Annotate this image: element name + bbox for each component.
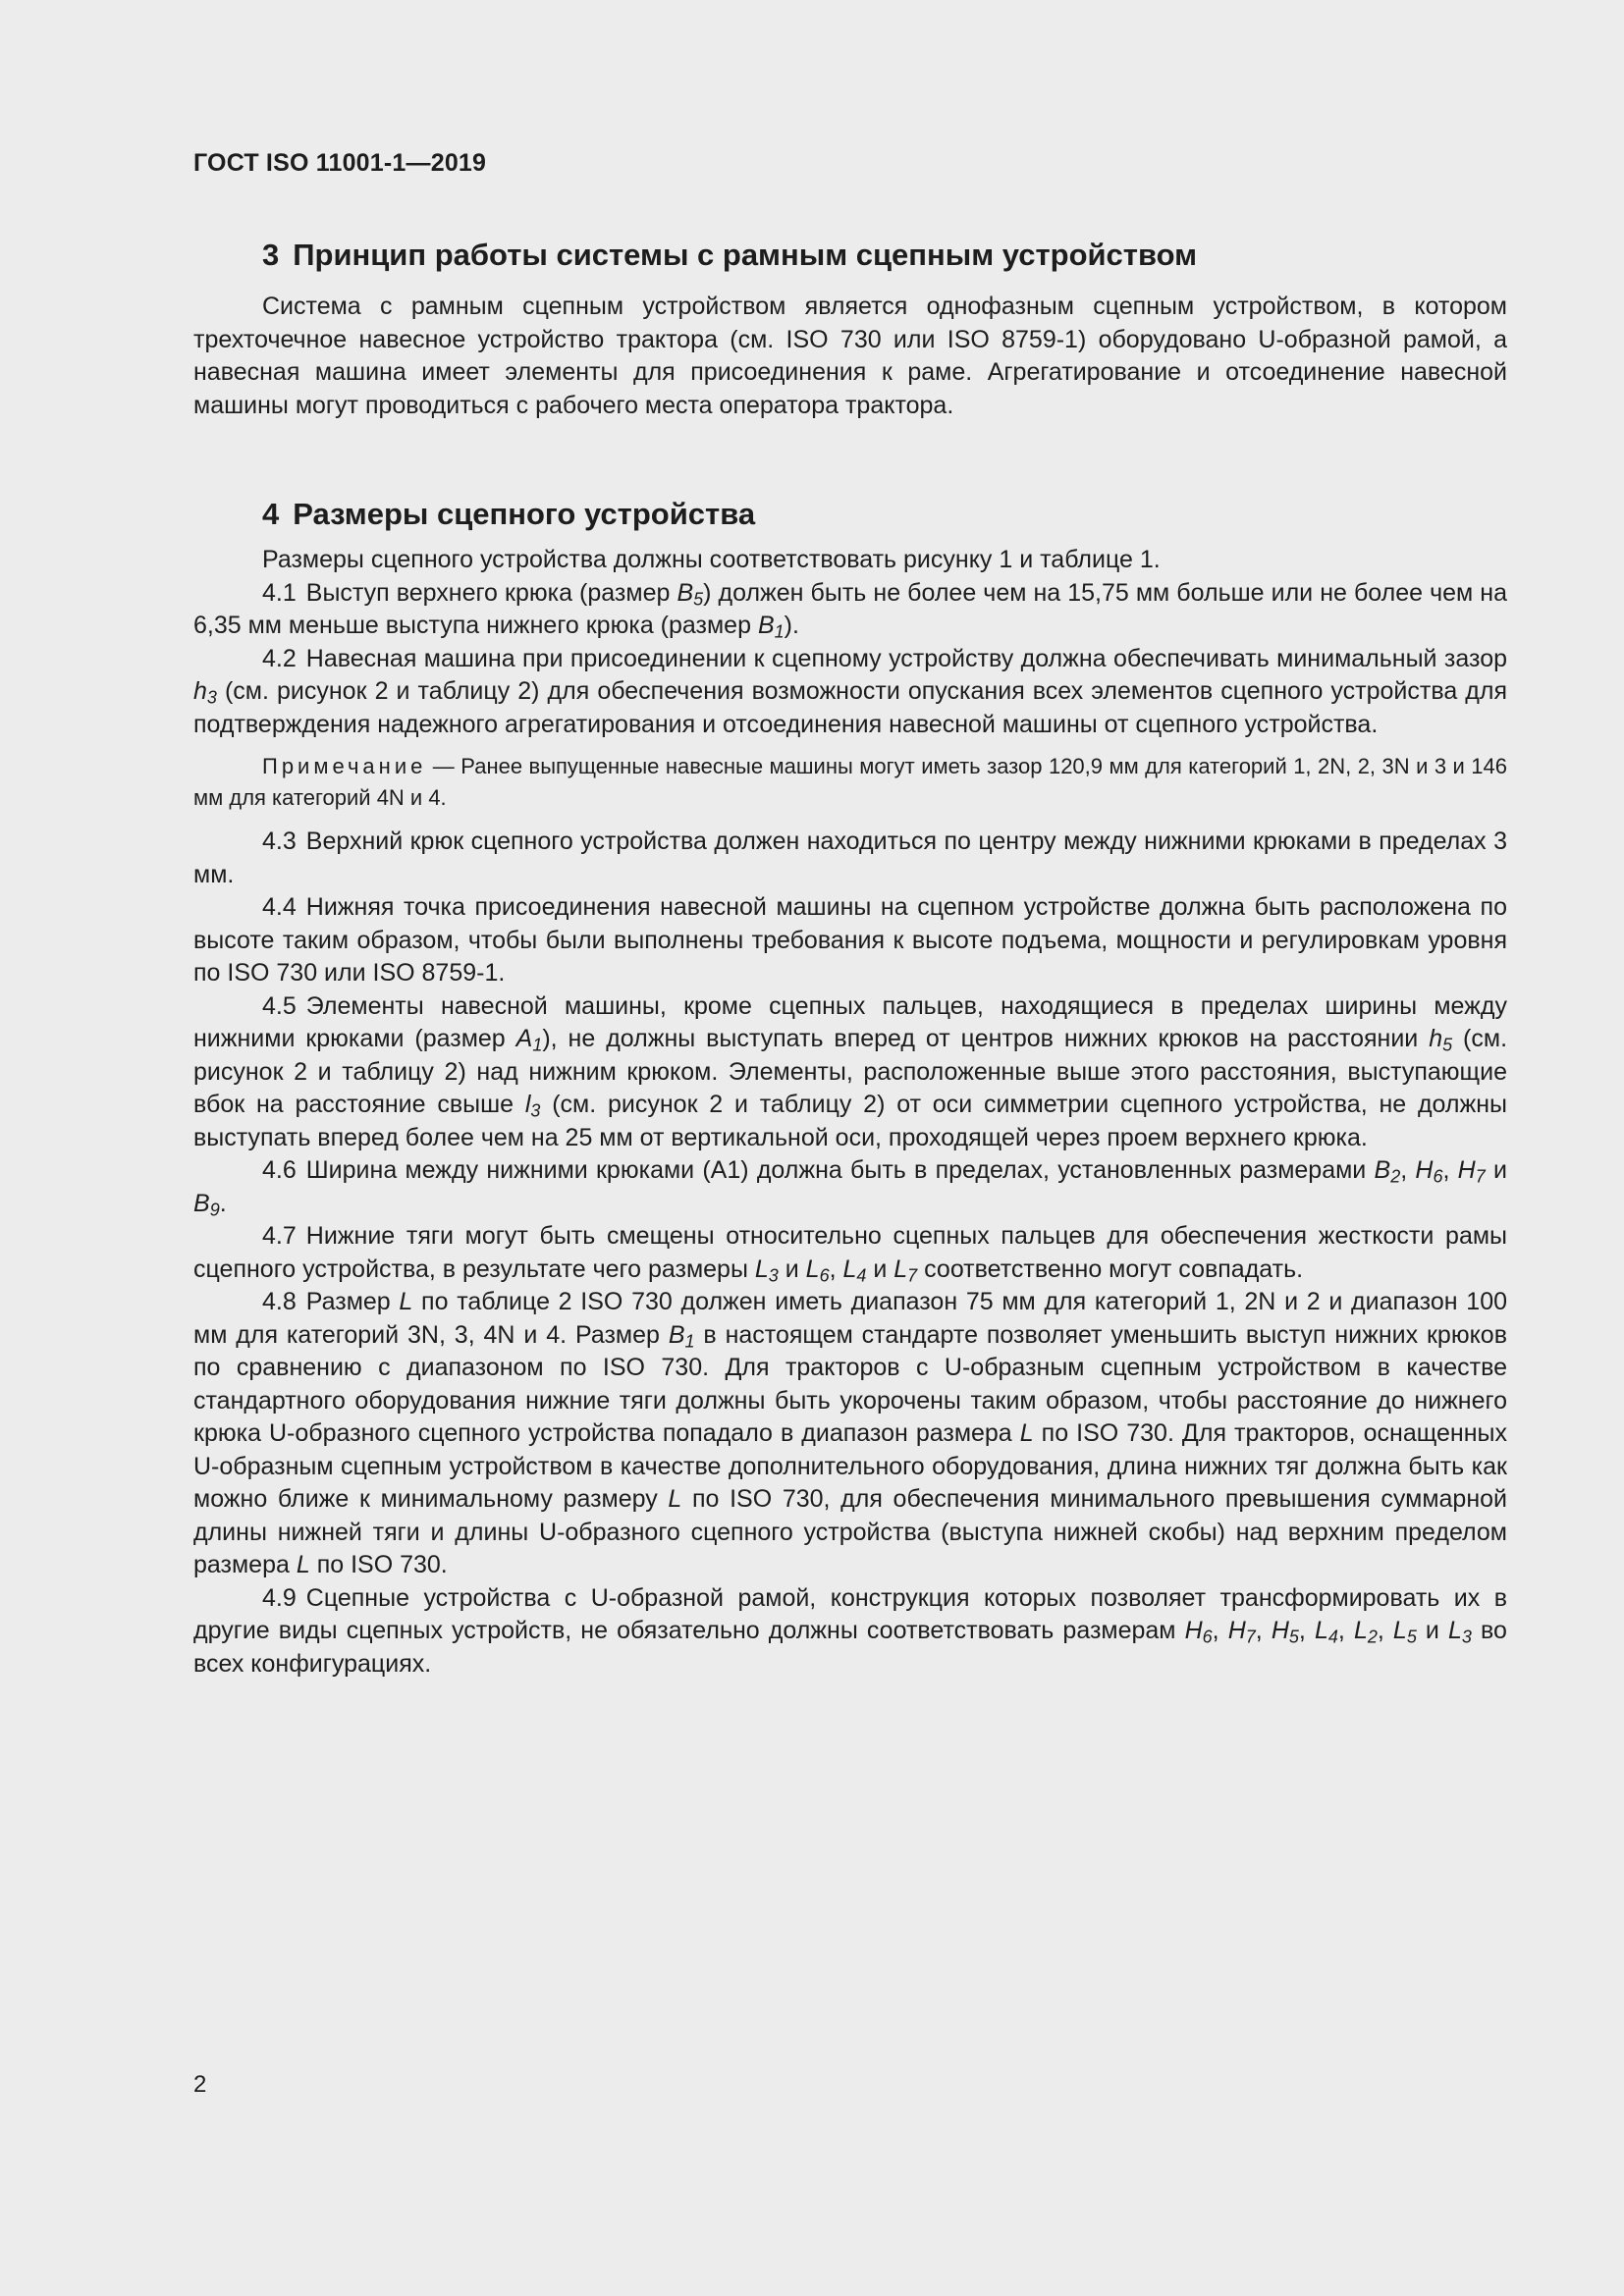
symbol: L <box>296 1551 310 1578</box>
note <box>193 751 1507 814</box>
section-3-paragraph: Система с рамным сцепным устройством является однофазным сцепным устройством, в котором трехточечное навесное устройство трактора (см. ISO 730 или ISO 8759-1) оборудовано U-образной рамой, а навесная машина имеет элементы для присоединения к раме. Агрегатирование и отсоединение навесной машины могут проводиться с рабочего места оператора трактора. <box>193 293 1507 419</box>
symbol: $B_2$ <box>1374 1156 1401 1187</box>
symbol: $A_1$ <box>515 1025 543 1055</box>
symbol: $H_5$ <box>1271 1617 1299 1647</box>
clause-4-1 <box>193 577 1507 643</box>
clause-text: (см. рисунок 2 и таблицу 2) от оси симметрии сцепного устройства, не должны выступать вперед более чем на 25 мм от вертикальной оси, проходящей через проем верхнего крюка. <box>193 1091 1507 1151</box>
symbol: $h_3$ <box>193 677 217 708</box>
symbol: $h_5$ <box>1429 1025 1453 1055</box>
symbol: $H_7$ <box>1227 1617 1256 1647</box>
page-content <box>193 236 1507 1681</box>
note-text: — Ранее выпущенные навесные машины могут иметь зазор 120,9 мм для категорий 1, 2N, 2, 3N и 3 и 146 мм для категорий 4N и 4. <box>193 754 1507 810</box>
clause-4-6: 4.6 Ширина между нижними крюками (А1) должна быть в пределах, установленных размерами $B_2$, $H_6$, $H_7$ и $B_9$. <box>193 1156 1507 1219</box>
clause-text: Выступ верхнего крюка (размер <box>305 578 677 607</box>
clause-text: ), не должны выступать вперед от центров нижних крюков на расстоянии <box>542 1025 1430 1052</box>
section-4-title: Размеры сцепного устройства <box>293 497 756 531</box>
clause-number: 4.4 <box>262 893 297 921</box>
symbol: $L_3$ <box>1448 1617 1472 1647</box>
clause-text: по ISO 730, для обеспечения минимального превышения суммарной длины нижней тяги и длины U-образного сцепного устройства (выступа нижней скобы) над верхним пределом размера <box>193 1485 1508 1578</box>
symbol: L <box>668 1485 682 1513</box>
clause-text: соответственно могут совпадать. <box>917 1255 1304 1283</box>
clause-text: Верхний крюк сцепного устройства должен находиться по центру между нижними крюками в пределах 3 мм. <box>193 828 1507 888</box>
clause-number: 4.7 <box>262 1222 297 1250</box>
clause-number: 4.9 <box>262 1583 297 1612</box>
clause-4-4 <box>193 891 1507 990</box>
page-number: 2 <box>193 2071 207 2098</box>
clause-number: 4.3 <box>262 828 297 855</box>
clause-4-7: 4.7 Нижние тяги могут быть смещены относительно сцепных пальцев для обеспечения жесткости рамы сцепного устройства, в результате чего размеры $L_3$ и $L_6$, $L_4$ и $L_7$ соответственно могут совпадать. <box>193 1222 1507 1285</box>
clause-4-8 <box>193 1286 1507 1582</box>
clause-text: Размер <box>305 1288 400 1315</box>
clause-text: Нижняя точка присоединения навесной машины на сцепном устройстве должна быть расположена по высоте таким образом, чтобы были выполнены требования к высоте подъема, мощности и регулировкам уровня по ISO 730 или ISO 8759-1. <box>193 893 1507 987</box>
clause-number: 4.5 <box>262 991 297 1020</box>
clause-4-5 <box>193 990 1507 1155</box>
section-4-number: 4 <box>262 497 280 531</box>
clause-text: в настоящем стандарте позволяет уменьшить выступ нижних крюков по сравнению с диапазоном по ISO 730. Для тракторов с U-образным сцепным устройством в качестве стандартного оборудования нижние тяги должны быть укорочены таким образом, чтобы расстояние до нижнего крюка U-образного сцепного устройства попадало в диапазон размера <box>193 1320 1507 1447</box>
clause-text: во всех конфигурациях. <box>193 1617 1507 1678</box>
symbol: $L_6$ <box>805 1255 830 1285</box>
document-header: ГОСТ ISO 11001-1—2019 <box>193 149 487 177</box>
symbol: L <box>1019 1419 1034 1447</box>
symbol: $L_3$ <box>754 1255 779 1285</box>
clause-text: по ISO 730. Для тракторов, оснащенных U-образным сцепным устройством в качестве дополнительного оборудования, длина нижних тяг должна быть как можно ближе к минимальному размеру <box>193 1419 1507 1513</box>
symbol: $L_5$ <box>1392 1617 1417 1647</box>
clause-text: Ширина между нижними крюками (А1) должна быть в пределах, установленных размерами <box>305 1156 1375 1184</box>
clause-4-2 <box>193 643 1507 742</box>
clause-text: по ISO 730. <box>309 1551 448 1578</box>
clause-text: Навесная машина при присоединении к сцепному устройству должна обеспечивать минимальный зазор <box>305 644 1507 672</box>
symbol: $B_1$ <box>668 1320 695 1351</box>
section-3-heading <box>193 236 1507 275</box>
symbol: $L_2$ <box>1353 1617 1378 1647</box>
symbol: $B_9$ <box>193 1189 220 1219</box>
symbol: $L_4$ <box>1314 1617 1338 1647</box>
clause-text: ). <box>784 612 799 639</box>
clause-4-9: 4.9 Сцепные устройства с U-образной рамой, конструкция которых позволяет трансформировать их в другие виды сцепных устройств, не обязательно должны соответствовать размерам $H_6$, $H_7$, $H_5$, $L_4$, $L_2$, $L_5$ и $L_3$ во всех конфигурациях. <box>193 1583 1507 1678</box>
clause-number: 4.8 <box>262 1288 297 1315</box>
clause-number: 4.6 <box>262 1156 297 1184</box>
clause-text: Сцепные устройства с U-образной рамой, конструкция которых позволяет трансформировать их в другие виды сцепных устройств, не обязательно должны соответствовать размерам <box>193 1583 1507 1644</box>
symbol: $L_7$ <box>893 1255 918 1285</box>
clause-text: (см. рисунок 2 и таблицу 2) для обеспечения возможности опускания всех элементов сцепного устройства для подтверждения надежного агрегатирования и отсоединения навесной машины от сцепного устройства. <box>193 677 1507 738</box>
clause-text: Нижние тяги могут быть смещены относительно сцепных пальцев для обеспечения жесткости рамы сцепного устройства, в результате чего размеры <box>193 1222 1507 1283</box>
symbol: $B_1$ <box>757 612 785 642</box>
symbol: $L_4$ <box>842 1255 867 1285</box>
section-3-number: 3 <box>262 238 280 272</box>
note-label: Примечание <box>262 754 427 778</box>
clause-text: ) должен быть не более чем на 15,75 мм больше или не более чем на 6,35 мм меньше выступа нижнего крюка (размер <box>193 578 1507 639</box>
section-4-intro: Размеры сцепного устройства должны соответствовать рисунку 1 и таблице 1. <box>262 546 1161 573</box>
clause-number: 4.1 <box>262 578 297 607</box>
symbol: $B_5$ <box>677 578 704 609</box>
clause-text: Элементы навесной машины, кроме сцепных пальцев, находящиеся в пределах ширины между нижними крюками (размер <box>193 991 1507 1052</box>
section-3-title: Принцип работы системы с рамным сцепным устройством <box>293 238 1198 272</box>
symbol: $H_6$ <box>1184 1617 1213 1647</box>
symbol: $l_3$ <box>524 1091 541 1121</box>
symbol: $H_7$ <box>1457 1156 1486 1187</box>
symbol: $H_6$ <box>1415 1156 1443 1187</box>
clause-text: по таблице 2 ISO 730 должен иметь диапазон 75 мм для категорий 1, 2N и 2 и диапазон 100 мм для категорий 3N, 3, 4N и 4. Размер <box>193 1288 1507 1349</box>
clause-number: 4.2 <box>262 644 297 672</box>
clause-4-3 <box>193 826 1507 891</box>
section-4-heading <box>193 495 1507 534</box>
symbol: L <box>399 1288 413 1315</box>
clause-text: (см. рисунок 2 и таблицу 2) над нижним крюком. Элементы, расположенные выше этого расстояния, выступающие вбок на расстояние свыше <box>193 1025 1508 1118</box>
